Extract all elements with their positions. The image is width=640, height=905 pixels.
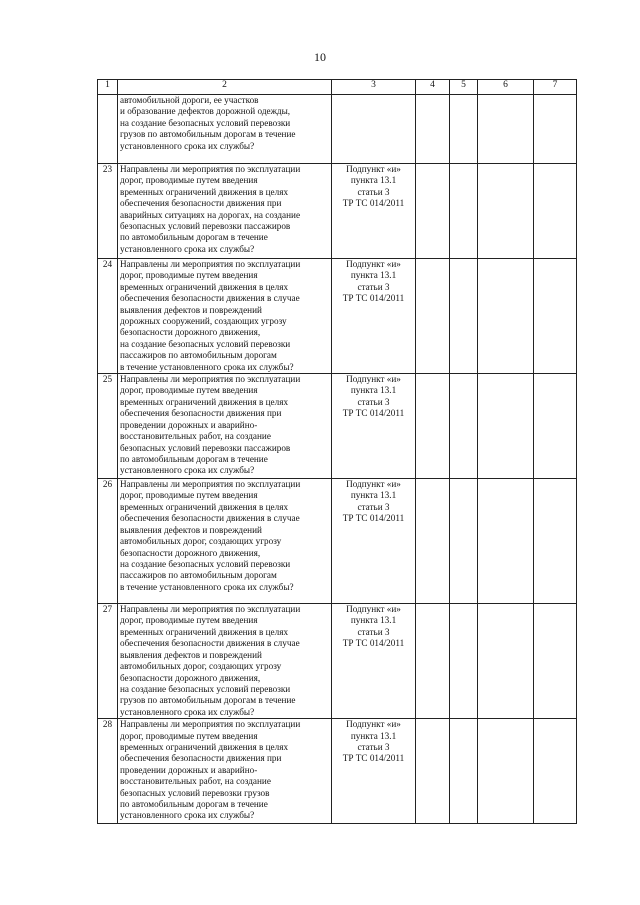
legal-reference: Подпункт «и» пункта 13.1 статьи 3 ТР ТС 014/2011 (332, 259, 416, 374)
column-header-3: 3 (332, 80, 416, 95)
table-row-continued (98, 95, 577, 164)
answer-cell-yes (416, 374, 450, 479)
answer-cell-yes (416, 95, 450, 164)
table-row (98, 164, 577, 259)
answer-cell-note (534, 164, 577, 259)
question-text: Направлены ли мероприятия по эксплуатации дорог, проводимые путем введения временных ограничений движения в целях обеспечения безопасности движения в случае выявления дефектов и повреждений автомобильных дорог, создающих угрозу безопасности дорожного движения, на создание безопасных условий перевозки пассажиров по автомобильным дорогам в течение установленного срока их службы? (118, 479, 332, 604)
question-text: Направлены ли мероприятия по эксплуатации дорог, проводимые путем введения временных ограничений движения в целях обеспечения безопасности движения при проведении дорожных и аварийно- восстановительных работ, на создание безопасных условий перевозки грузов по автомобильным дорогам в течение установленного срока их службы? (118, 719, 332, 824)
question-text: Направлены ли мероприятия по эксплуатации дорог, проводимые путем введения временных ограничений движения в целях обеспечения безопасности движения при проведении дорожных и аварийно- восстановительных работ, на создание безопасных условий перевозки пассажиров по автомобильным дорогам в течение установленного срока их службы? (118, 374, 332, 479)
legal-reference: Подпункт «и» пункта 13.1 статьи 3 ТР ТС 014/2011 (332, 719, 416, 824)
answer-cell-not-applicable (478, 164, 534, 259)
answer-cell-note (534, 604, 577, 719)
answer-cell-no (450, 259, 478, 374)
header-row (98, 80, 577, 95)
answer-cell-no (450, 374, 478, 479)
answer-cell-not-applicable (478, 374, 534, 479)
row-number (98, 95, 118, 164)
answer-cell-note (534, 479, 577, 604)
row-number: 25 (98, 374, 118, 479)
row-number: 28 (98, 719, 118, 824)
answer-cell-no (450, 95, 478, 164)
row-number: 23 (98, 164, 118, 259)
answer-cell-note (534, 259, 577, 374)
question-text: Направлены ли мероприятия по эксплуатации дорог, проводимые путем введения временных ограничений движения в целях обеспечения безопасности движения в случае выявления дефектов и повреждений автомобильных дорог, создающих угрозу безопасности дорожного движения, на создание безопасных условий перевозки грузов по автомобильным дорогам в течение установленного срока их службы? (118, 604, 332, 719)
legal-reference: Подпункт «и» пункта 13.1 статьи 3 ТР ТС 014/2011 (332, 164, 416, 259)
answer-cell-yes (416, 479, 450, 604)
column-header-5: 5 (450, 80, 478, 95)
legal-reference: Подпункт «и» пункта 13.1 статьи 3 ТР ТС 014/2011 (332, 374, 416, 479)
answer-cell-not-applicable (478, 95, 534, 164)
answer-cell-yes (416, 259, 450, 374)
column-header-7: 7 (534, 80, 577, 95)
legal-reference (332, 95, 416, 164)
row-number: 26 (98, 479, 118, 604)
answer-cell-note (534, 95, 577, 164)
row-number: 27 (98, 604, 118, 719)
table-row (98, 479, 577, 604)
question-text: Направлены ли мероприятия по эксплуатации дорог, проводимые путем введения временных ограничений движения в целях обеспечения безопасности движения в случае выявления дефектов и повреждений дорожных сооружений, создающих угрозу безопасности дорожного движения, на создание безопасных условий перевозки пассажиров по автомобильным дорогам в течение установленного срока их службы? (118, 259, 332, 374)
answer-cell-note (534, 374, 577, 479)
answer-cell-not-applicable (478, 604, 534, 719)
answer-cell-not-applicable (478, 479, 534, 604)
answer-cell-yes (416, 719, 450, 824)
answer-cell-no (450, 604, 478, 719)
row-number: 24 (98, 259, 118, 374)
answer-cell-not-applicable (478, 719, 534, 824)
table-row (98, 259, 577, 374)
answer-cell-yes (416, 164, 450, 259)
table-row (98, 604, 577, 719)
checklist-table (97, 79, 577, 824)
table-row (98, 374, 577, 479)
page-number: 10 (314, 50, 326, 64)
answer-cell-no (450, 719, 478, 824)
answer-cell-not-applicable (478, 259, 534, 374)
column-header-6: 6 (478, 80, 534, 95)
column-header-1: 1 (98, 80, 118, 95)
table-row (98, 719, 577, 824)
answer-cell-no (450, 164, 478, 259)
answer-cell-yes (416, 604, 450, 719)
answer-cell-note (534, 719, 577, 824)
legal-reference: Подпункт «и» пункта 13.1 статьи 3 ТР ТС 014/2011 (332, 479, 416, 604)
column-header-2: 2 (118, 80, 332, 95)
question-text: Направлены ли мероприятия по эксплуатации дорог, проводимые путем введения временных ограничений движения в целях обеспечения безопасности движения при аварийных ситуациях на дорогах, на создание безопасных условий перевозки пассажиров по автомобильным дорогам в течение установленного срока их службы? (118, 164, 332, 259)
answer-cell-no (450, 479, 478, 604)
question-text: автомобильной дороги, ее участков и образование дефектов дорожной одежды, на создание безопасных условий перевозки грузов по автомобильным дорогам в течение установленного срока их службы? (118, 95, 332, 164)
column-header-4: 4 (416, 80, 450, 95)
legal-reference: Подпункт «и» пункта 13.1 статьи 3 ТР ТС 014/2011 (332, 604, 416, 719)
